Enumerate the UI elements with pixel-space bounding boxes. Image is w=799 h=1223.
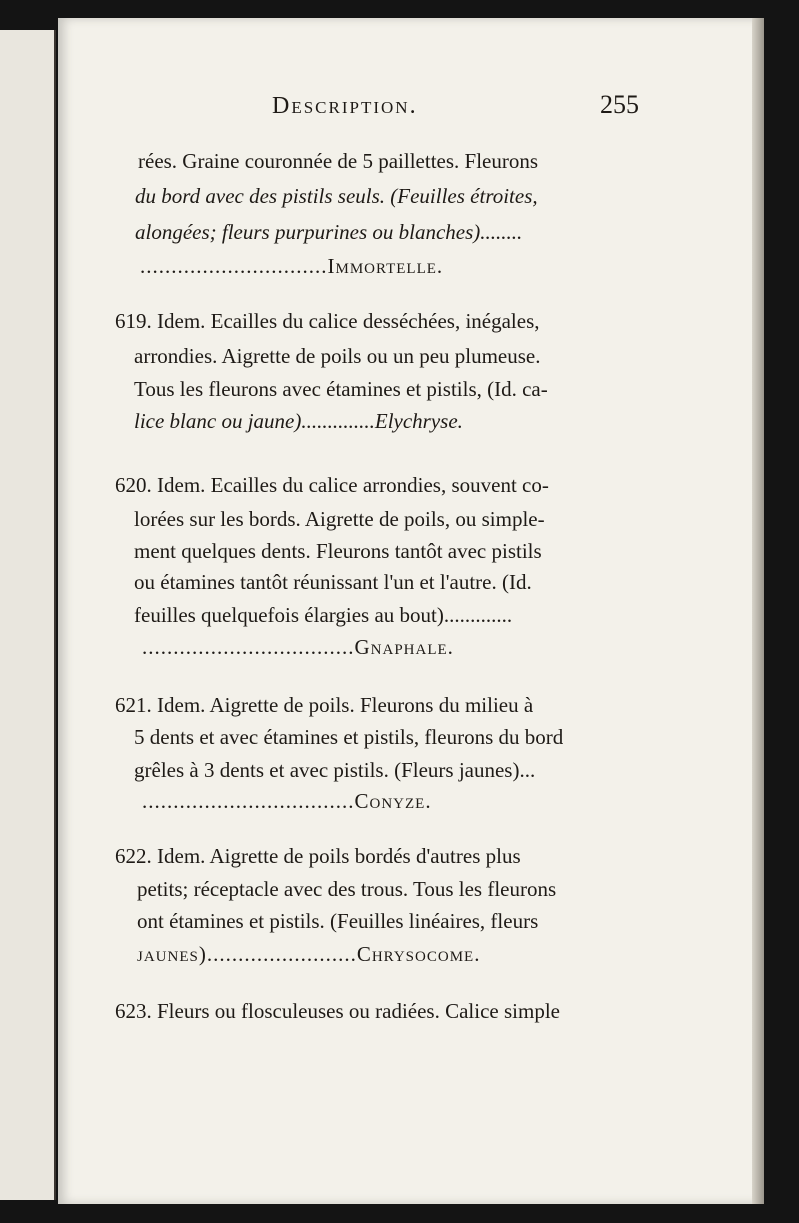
text-line: arrondies. Aigrette de poils ou un peu plumeuse. — [134, 344, 541, 368]
text-line: ..................................Gnaphale. — [142, 635, 454, 659]
facing-page-edge — [0, 30, 56, 1200]
page-edge-shadow — [752, 18, 764, 1204]
text-line: petits; réceptacle avec des trous. Tous les fleurons — [137, 877, 557, 901]
text-line: ment quelques dents. Fleurons tantôt avec pistils — [134, 539, 542, 563]
text-line: ..................................Conyze. — [142, 789, 432, 813]
text-line: Tous les fleurons avec étamines et pistils, (Id. ca- — [134, 377, 548, 401]
text-line: feuilles quelquefois élargies au bout)............. — [134, 603, 513, 627]
text-line: 619. Idem. Ecailles du calice desséchées, inégales, — [115, 309, 540, 333]
text-line: 622. Idem. Aigrette de poils bordés d'autres plus — [115, 844, 521, 868]
text-line: 623. Fleurs ou flosculeuses ou radiées. Calice simple — [115, 999, 560, 1023]
text-line: 620. Idem. Ecailles du calice arrondies, souvent co- — [115, 473, 549, 497]
text-line: 621. Idem. Aigrette de poils. Fleurons du milieu à — [115, 693, 534, 717]
text-line: 5 dents et avec étamines et pistils, fleurons du bord — [134, 725, 564, 749]
text-line: alongées; fleurs purpurines ou blanches)........ — [135, 220, 523, 244]
text-line: jaunes)........................Chrysocome. — [137, 942, 481, 966]
text-line: grêles à 3 dents et avec pistils. (Fleurs jaunes)... — [134, 758, 536, 782]
text-line: ou étamines tantôt réunissant l'un et l'autre. (Id. — [134, 570, 532, 594]
running-head-title: Description. — [272, 93, 418, 119]
text-line: du bord avec des pistils seuls. (Feuilles étroites, — [135, 184, 538, 208]
text-line: lice blanc ou jaune)..............Elychryse. — [134, 409, 463, 433]
page-number: 255 — [600, 90, 639, 119]
text-line: rées. Graine couronnée de 5 paillettes. Fleurons — [138, 149, 539, 173]
text-line: lorées sur les bords. Aigrette de poils, ou simple- — [134, 507, 545, 531]
text-line: ont étamines et pistils. (Feuilles linéaires, fleurs — [137, 909, 539, 933]
text-line: ..............................Immortelle. — [140, 254, 444, 278]
